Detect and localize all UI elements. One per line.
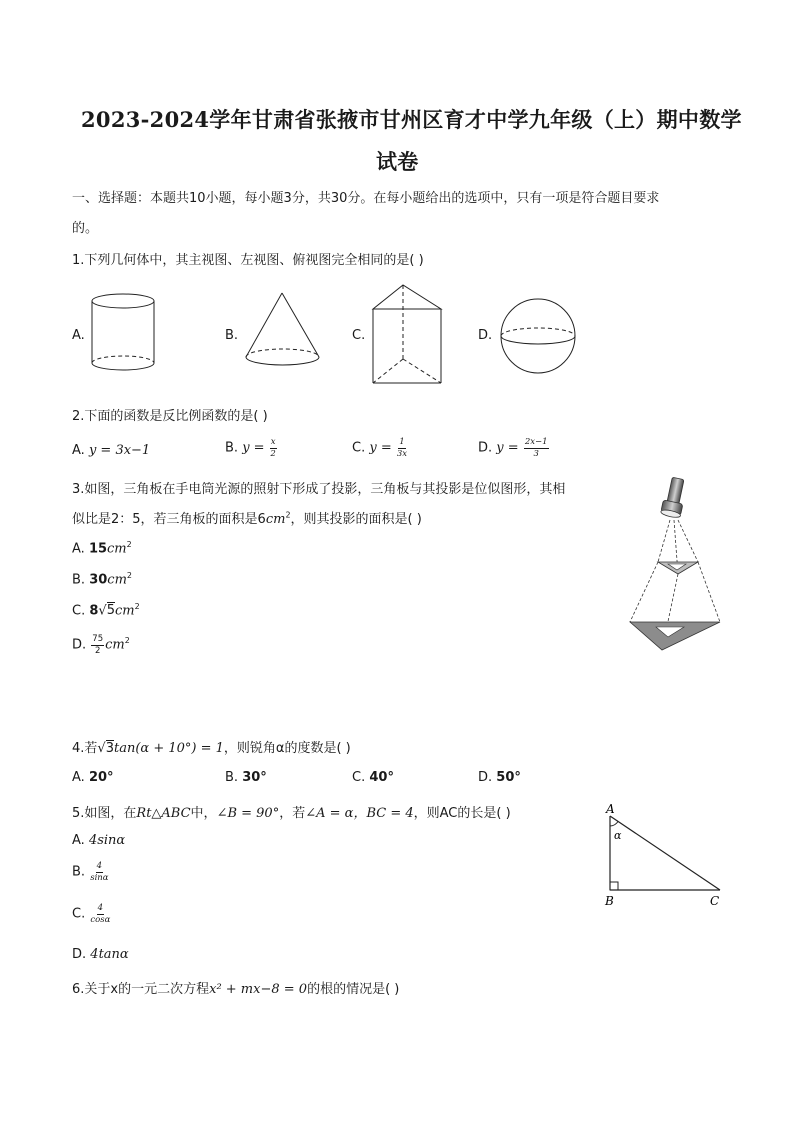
fraction-denominator: 2 (270, 448, 276, 459)
fraction-denominator: 2 (95, 645, 101, 656)
q2-option-d-lhs: y = (496, 440, 519, 456)
q4-option-b-label: B. (225, 770, 239, 785)
question-3-stem-cont: 似比是2：5，若三角板的面积是$6cm^2$，则其投影的面积是( ) (72, 510, 422, 527)
q4-option-a-label: A. (72, 770, 85, 785)
fraction-numerator: 75 (92, 634, 104, 644)
fraction-numerator: 2x−1 (524, 437, 548, 447)
q2-option-a-expr: y = 3x−1 (88, 443, 151, 458)
page-title: 2023-2024学年甘肃省张掖市甘州区育才中学九年级（上）期中数学 (81, 107, 742, 132)
q3-option-c-radicand: 5 (106, 603, 115, 619)
q5-option-d[interactable] (72, 947, 129, 962)
q3-stem-unit: cm (265, 512, 286, 527)
q3-option-d-label: D. (72, 637, 87, 653)
q4-stem-text: 4.若 (72, 741, 98, 756)
sqrt-sign: √ (97, 741, 106, 756)
fraction-numerator: 4 (97, 903, 104, 913)
unit: cm (107, 541, 127, 557)
q4-option-d-label: D. (478, 770, 493, 785)
q6-stem-text-end: 的根的情况是( ) (307, 982, 400, 997)
question-3-stem: 3.如图，三角板在手电筒光源的照射下形成了投影，三角板与其投影是位似图形，其相 (72, 482, 566, 497)
question-1-stem: 1.下列几何体中，其主视图、左视图、俯视图完全相同的是( ) (72, 253, 424, 268)
q4-option-b[interactable] (225, 770, 267, 785)
q5-stem-angle: ∠B = 90° (216, 806, 280, 821)
q4-stem-expr: tan(α + 10°) = 1 (113, 741, 224, 756)
q5-stem-text-mid: 中， (190, 806, 217, 821)
q5-option-c-fraction (90, 904, 110, 924)
fraction-denominator: 3x (396, 448, 408, 459)
q4-option-b-value: 30° (242, 770, 267, 785)
q3-option-a[interactable]: A. $15cm^2$ (72, 540, 132, 557)
q2-option-b-label: B. (225, 440, 239, 456)
vertex-a-label: A (606, 802, 615, 816)
q2-option-d-fraction (524, 438, 549, 458)
q3-option-d[interactable]: D. $\frac{75}{2}$ $cm^2$ (72, 634, 130, 656)
fraction-numerator: 1 (399, 437, 405, 447)
q4-option-a[interactable] (72, 770, 114, 785)
fraction-denominator: 3 (533, 448, 539, 459)
cone-icon (243, 291, 323, 371)
q5-stem-triangle: Rt△ABC (136, 806, 191, 821)
page-title-cont: 试卷 (376, 149, 419, 174)
q3-option-b-label: B. (72, 572, 86, 588)
q3-stem-text: 似比是2：5，若三角板的面积是6 (72, 512, 266, 527)
right-triangle-figure (600, 802, 730, 910)
q5-option-a-expr: 4sinα (88, 833, 126, 848)
q3-option-a-label: A. (72, 541, 85, 557)
fraction-numerator: x (270, 437, 276, 447)
q5-option-d-label: D. (72, 947, 87, 962)
fraction-denominator: cosα (90, 914, 111, 925)
q3-option-b-value: 30 (89, 572, 108, 588)
q4-option-d-value: 50° (496, 770, 521, 785)
q1-option-d-label[interactable]: D. (478, 328, 493, 343)
q4-option-a-value: 20° (88, 770, 114, 785)
q3-option-c-label: C. (72, 603, 86, 619)
q2-option-b[interactable] (225, 438, 278, 458)
question-4-stem (72, 737, 351, 756)
q4-option-c-value: 40° (369, 770, 394, 785)
question-6-stem (72, 978, 399, 997)
vertex-c-label: C (710, 894, 720, 908)
unit: cm (107, 572, 127, 588)
q2-option-b-lhs: y = (242, 440, 265, 456)
q5-stem-condition: ∠A = α，BC = 4 (305, 806, 414, 821)
q5-stem-text-mid2: ，若 (279, 806, 306, 821)
sqrt-sign: √ (98, 603, 107, 619)
q4-option-d[interactable] (478, 770, 521, 785)
angle-alpha-label: α (614, 829, 622, 842)
q5-option-a[interactable] (72, 833, 125, 848)
q5-option-c-label: C. (72, 906, 86, 922)
q1-option-a-label[interactable]: A. (72, 328, 85, 343)
q3-option-c[interactable]: C. $8√5cm^2$ (72, 602, 140, 619)
q5-option-a-label: A. (72, 833, 85, 848)
q2-option-d[interactable] (478, 438, 550, 458)
section-heading: 一、选择题：本题共10小题，每小题3分，共30分。在每小题给出的选项中，只有一项是符合题目要求 (72, 191, 660, 206)
q3-option-b[interactable]: B. $30cm^2$ (72, 571, 132, 588)
sphere-icon (499, 298, 579, 378)
fraction-denominator: sinα (90, 872, 109, 883)
q5-option-b-fraction (90, 862, 108, 882)
unit: cm (114, 603, 135, 619)
fraction-numerator: 4 (96, 861, 103, 871)
section-heading-cont: 的。 (72, 221, 99, 236)
q5-stem-text: 5.如图，在 (72, 806, 137, 821)
q6-stem-expr: x² + mx−8 = 0 (209, 982, 308, 997)
cylinder-icon (90, 293, 156, 373)
q3-option-c-coef: 8 (89, 603, 99, 619)
q5-option-b-label: B. (72, 864, 86, 880)
unit: cm (105, 637, 125, 653)
triangular-prism-icon (371, 283, 443, 387)
q3-option-a-value: 15 (88, 541, 108, 557)
q4-radicand: 3 (105, 741, 114, 756)
q2-option-a[interactable] (72, 443, 150, 458)
q5-stem-text-end: ，则AC的长是( ) (413, 806, 511, 821)
q5-option-c[interactable] (72, 904, 111, 924)
q2-option-c[interactable] (352, 438, 408, 458)
flashlight-projection-icon (622, 476, 726, 654)
q6-stem-text: 6.关于x的一元二次方程 (72, 982, 210, 997)
question-2-stem: 2.下面的函数是反比例函数的是( ) (72, 409, 268, 424)
vertex-b-label: B (605, 894, 614, 908)
q1-option-b-label[interactable]: B. (225, 328, 239, 343)
q5-option-b[interactable] (72, 862, 110, 882)
q3-stem-text-end: ，则其投影的面积是( ) (290, 512, 422, 527)
q2-option-d-label: D. (478, 440, 493, 456)
q2-option-c-label: C. (352, 440, 366, 456)
q2-option-b-fraction (270, 438, 277, 458)
q4-stem-text-end: ，则锐角α的度数是( ) (223, 741, 351, 756)
q2-option-a-label: A. (72, 443, 85, 458)
q5-option-d-expr: 4tanα (90, 947, 129, 962)
q2-option-c-fraction (397, 438, 407, 458)
q3-option-d-fraction (91, 635, 104, 655)
q4-option-c-label: C. (352, 770, 366, 785)
q2-option-c-lhs: y = (369, 440, 392, 456)
question-5-stem (72, 802, 511, 821)
q4-option-c[interactable] (352, 770, 394, 785)
q1-option-c-label[interactable]: C. (352, 328, 366, 343)
